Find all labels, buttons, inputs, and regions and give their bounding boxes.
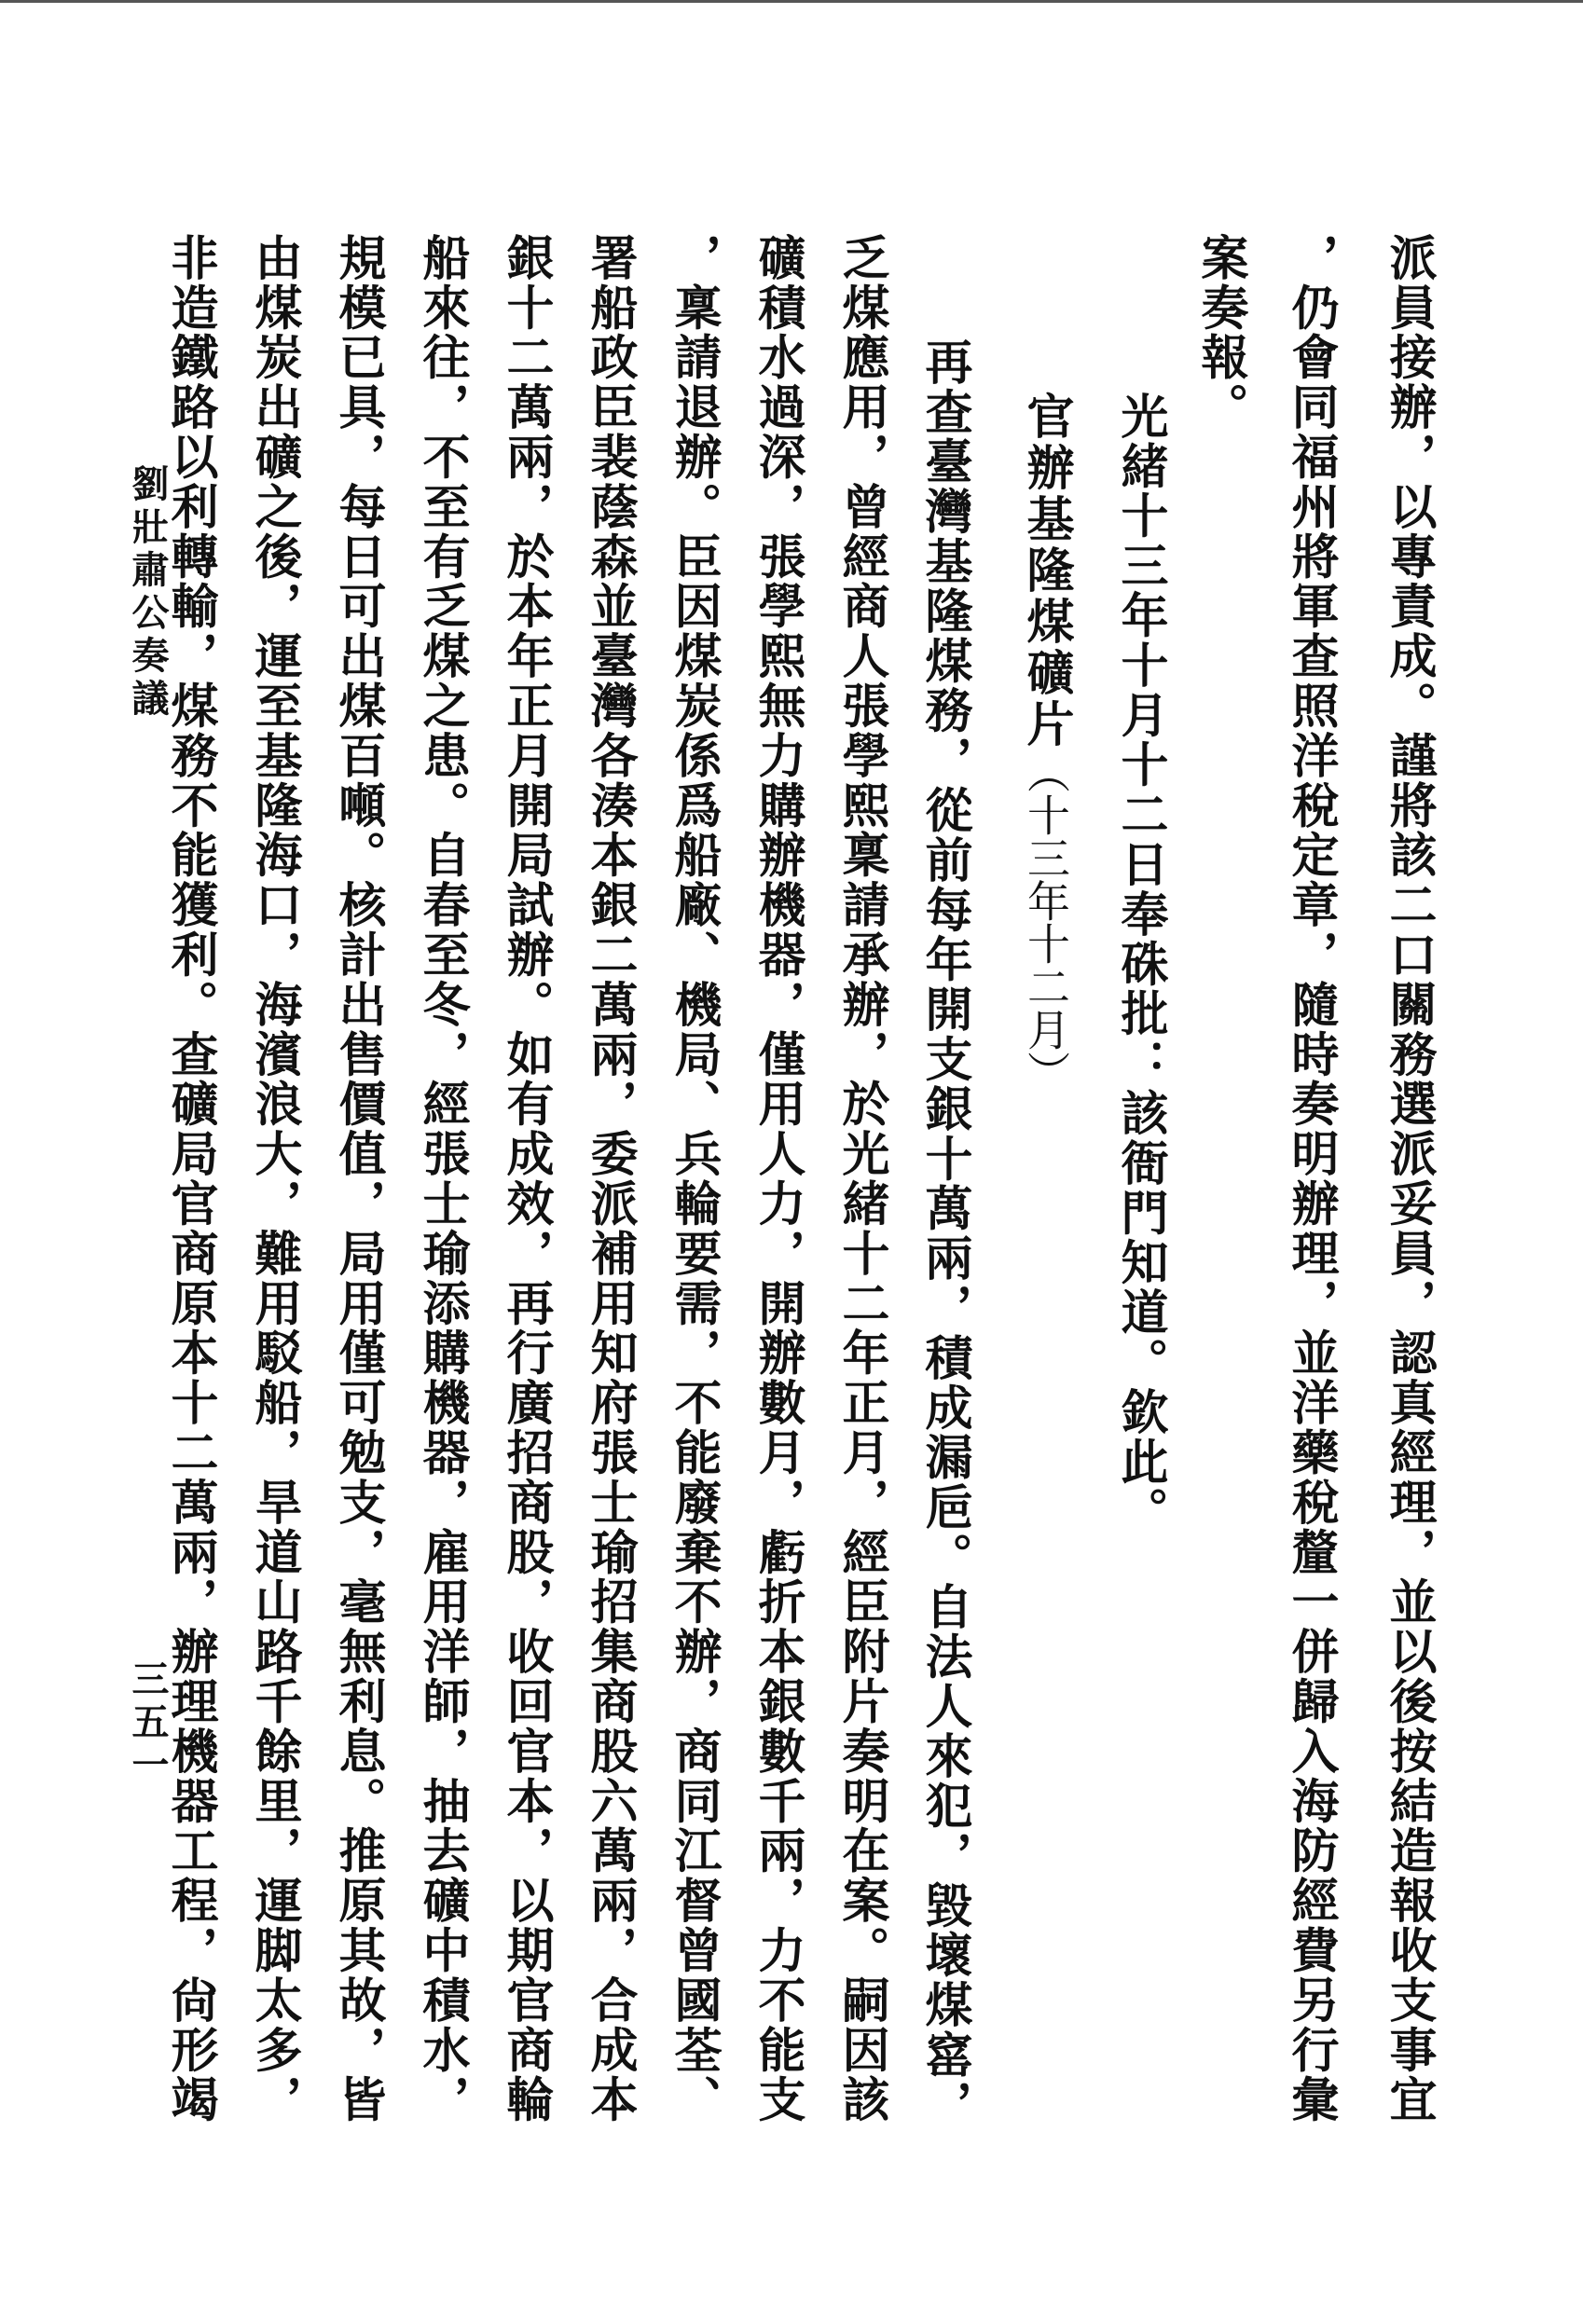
text-column-14: 非造鐵路以利轉輸，煤務不能獲利。查礦局官商原本十二萬兩，辦理機器工程，尙形竭 <box>162 233 218 2125</box>
text-column-11: 船來往，不至有乏煤之患。自春至冬，經張士瑜添購機器，雇用洋師，抽去礦中積水， <box>414 233 470 2125</box>
text-column-6: 乏煤應用，曾經商人張學熙稟請承辦，於光緒十二年正月，經臣附片奏明在案。嗣因該 <box>833 233 889 2125</box>
imperial-rescript-date-column: 光緒十三年十月十二日奉硃批：該衙門知道。欽此。 <box>1112 392 1168 1537</box>
text-column-2: ，仍會同福州將軍查照洋稅定章，隨時奏明辦理，並洋藥稅釐一併歸入海防經費另行彙 <box>1283 233 1339 2125</box>
memorial-title-column <box>1018 392 1074 1093</box>
text-column-13: 由煤炭出礦之後，運至基隆海口，海濱浪大，難用駁船，旱道山路千餘里，運脚太多， <box>246 233 302 2125</box>
page-number: 三五一 <box>126 1659 170 1788</box>
text-column-10: 銀十二萬兩，於本年正月開局試辦。如有成效，再行廣招商股，收回官本，以期官商輪 <box>498 233 554 2125</box>
text-column-8: ，稟請退辦。臣因煤炭係爲船廠、機局、兵輪要需，不能廢棄不辦，商同江督曾國荃、 <box>666 233 722 2125</box>
memorial-title-date: （十三年十二月） <box>1021 750 1071 1093</box>
top-border-line <box>0 0 1583 3</box>
text-column-9: 署船政臣裴蔭森並臺灣各湊本銀二萬兩，委派補用知府張士瑜招集商股六萬兩，合成本 <box>582 233 638 2125</box>
text-column-12: 規模已具，每日可出煤百噸。核計出售價值，局用僅可勉支，毫無利息。推原其故，皆 <box>330 233 386 2125</box>
book-title-footer: 劉壯肅公奏議 <box>126 464 170 722</box>
text-column-7: 礦積水過深，張學熙無力購辦機器，僅用人力，開辦數月，虧折本銀數千兩，力不能支 <box>750 233 805 2125</box>
memorial-title: 官辦基隆煤礦片 <box>1018 392 1074 750</box>
text-column-3: 案奏報。 <box>1192 233 1248 433</box>
text-column-5: 再查臺灣基隆煤務，從前每年開支銀十萬兩，積成漏巵。自法人來犯，毀壞煤窰， <box>916 337 972 2130</box>
text-column-1: 派員接辦，以專責成。謹將該二口關務選派妥員，認真經理，並以後按結造報收支事宜 <box>1381 233 1437 2125</box>
